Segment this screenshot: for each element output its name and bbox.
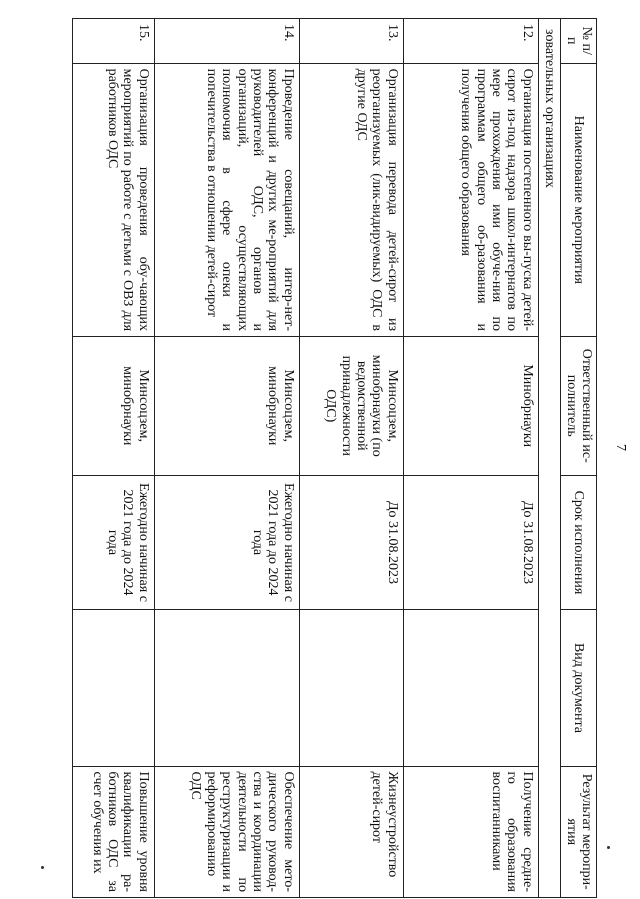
row-result: Обеспечение мето-дического руковод-ства и координации деятельности по реструктуризации и реформированию ОДС bbox=[154, 766, 299, 897]
row-result: Повышение уровня квалификации ра-ботников ОДС за счет обучения их bbox=[72, 766, 154, 897]
row-name: Проведение совещаний, интер-нет-конференций и других ме-роприятий для руководителей ОДС, органов и организаций, осуществляющих полномочия в сфере опеки и попечительства в отношении детей-сирот bbox=[154, 63, 299, 336]
row-num: 15. bbox=[72, 19, 154, 64]
measures-table bbox=[72, 18, 597, 898]
row-responsible: Минсоцзем, минобрнауки (по ведомственной принадлежности ОДС) bbox=[299, 337, 403, 475]
table-row bbox=[154, 19, 299, 898]
row-name: Организация перевода детей-сирот из реорганизуемых (лик-видируемых) ОДС в другие ОДС bbox=[299, 63, 403, 336]
header-result: Результат меропри-ятия bbox=[561, 766, 597, 897]
header-responsible: Ответственный ис-полнитель bbox=[561, 337, 597, 475]
row-doc-type bbox=[72, 610, 154, 766]
row-doc-type bbox=[403, 610, 538, 766]
section-continuation: зовательных организациях bbox=[538, 19, 560, 898]
row-name: Организация проведения обу-чающих мероприятий по работе с детьми с ОВЗ для работников ОДС bbox=[72, 63, 154, 336]
header-num: № п/п bbox=[561, 19, 597, 64]
row-deadline: До 31.08.2023 bbox=[299, 475, 403, 610]
row-num: 13. bbox=[299, 19, 403, 64]
row-result: Жизнеустройство детей-сирот bbox=[299, 766, 403, 897]
scan-speck bbox=[607, 846, 610, 849]
row-responsible: Минсоцзем, минобрнауки bbox=[72, 337, 154, 475]
row-doc-type bbox=[299, 610, 403, 766]
row-deadline: Ежегодно начиная с 2021 года до 2024 года bbox=[72, 475, 154, 610]
row-responsible: Минобрнауки bbox=[403, 337, 538, 475]
row-deadline: Ежегодно начиная с 2021 года до 2024 года bbox=[154, 475, 299, 610]
row-result: Получение средне-го образования воспитанниками bbox=[403, 766, 538, 897]
table-row bbox=[299, 19, 403, 898]
header-name: Наименование мероприятия bbox=[561, 63, 597, 336]
table-header-row bbox=[561, 19, 597, 898]
row-responsible: Минсоцзем, минобрнауки bbox=[154, 337, 299, 475]
header-doc-type: Вид документа bbox=[561, 610, 597, 766]
row-deadline: До 31.08.2023 bbox=[403, 475, 538, 610]
header-deadline: Срок исполнения bbox=[561, 475, 597, 610]
section-row bbox=[538, 19, 560, 898]
table-row bbox=[403, 19, 538, 898]
page-number: 7 bbox=[613, 444, 628, 451]
row-name: Организация постепенного вы-пуска детей-сирот из-под надзора школ-интернатов по мере прохождения ими обуче-ния по программам общего об-разования и получения общего образования bbox=[403, 63, 538, 336]
row-num: 12. bbox=[403, 19, 538, 64]
row-num: 14. bbox=[154, 19, 299, 64]
table-row bbox=[72, 19, 154, 898]
scan-speck bbox=[41, 866, 44, 869]
row-doc-type bbox=[154, 610, 299, 766]
